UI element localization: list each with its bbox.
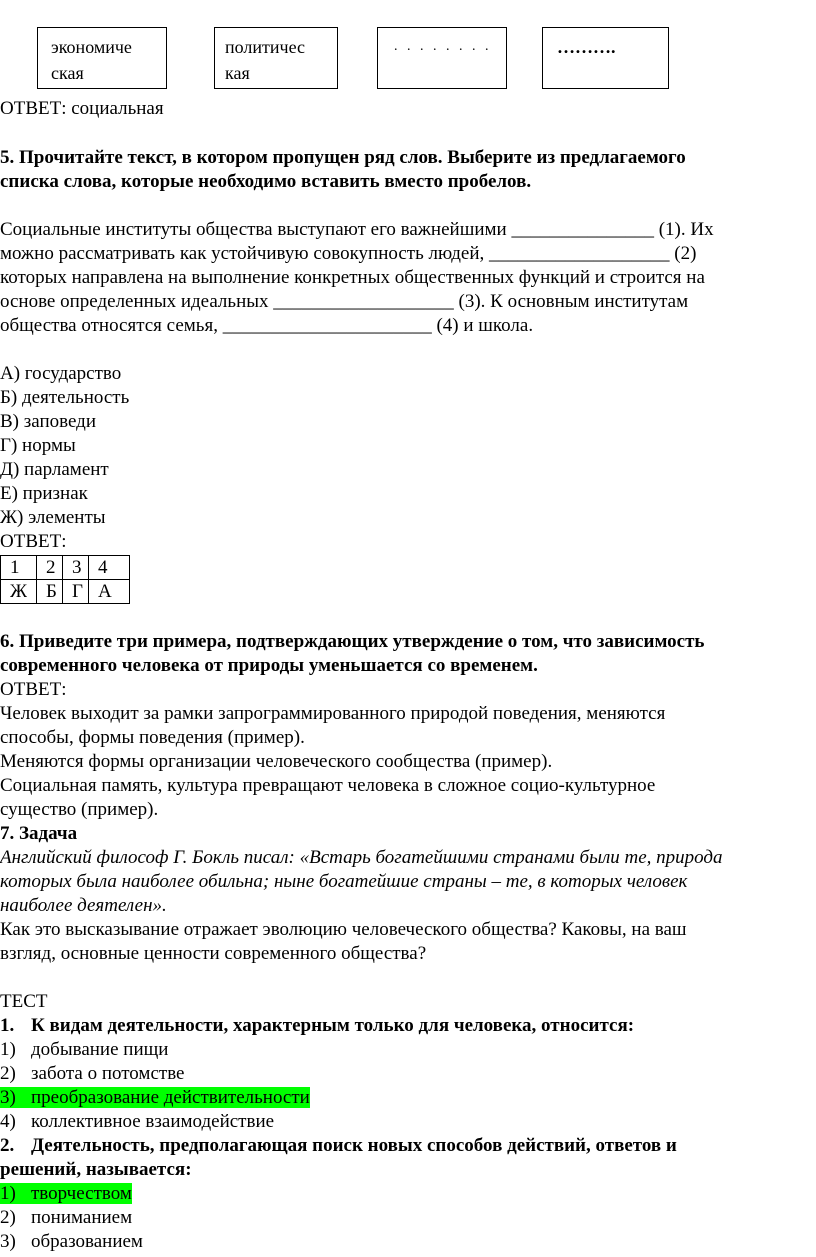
q5-answer-label: ОТВЕТ:: [0, 531, 67, 552]
q7-quote-line: наиболее деятелен».: [0, 895, 167, 916]
q5-text-line: можно рассматривать как устойчивую совокупность людей, ___________________ (2): [0, 243, 697, 264]
q7-question-line: взгляд, основные ценности современного общества?: [0, 943, 427, 964]
q6-title-line-1: 6. Приведите три примера, подтверждающих утверждение о том, что зависимость: [0, 631, 705, 652]
q5-option: Г) нормы: [0, 435, 76, 456]
q5-option: А) государство: [0, 363, 122, 384]
table-cell: Ж: [1, 580, 37, 604]
table-row: [1, 580, 130, 604]
q5-text-line: общества относятся семья, ______________________ (4) и школа.: [0, 315, 534, 336]
q6-answer-line: Меняются формы организации человеческого сообщества (пример).: [0, 751, 553, 772]
option-num: 3): [0, 1087, 16, 1108]
q5-text-line: которых направлена на выполнение конкретных общественных функций и строится на: [0, 267, 705, 288]
option-num: 3): [0, 1231, 16, 1252]
test-q1-option-correct: [0, 1086, 310, 1110]
q6-answer-line: Социальная память, культура превращают человека в сложное социо-культурное: [0, 775, 656, 796]
q5-option: Д) парламент: [0, 459, 109, 480]
option-num: 2): [0, 1207, 16, 1228]
test-q2-text: Деятельность, предполагающая поиск новых способов действий, ответов и: [31, 1135, 677, 1156]
answer-box-1: [37, 27, 167, 89]
test-q1-option: [0, 1038, 168, 1062]
q6-answer-line: способы, формы поведения (пример).: [0, 727, 305, 748]
test-q2-line-2: решений, называется:: [0, 1159, 192, 1180]
answer-4-text: ОТВЕТ: социальная: [0, 98, 164, 119]
table-cell: 1: [1, 556, 37, 580]
test-q2-option-correct: [0, 1182, 132, 1206]
test-q2-num: 2.: [0, 1135, 15, 1156]
test-q1-option: [0, 1110, 274, 1134]
answer-box-3: . . . . . . . .: [377, 27, 507, 89]
test-title: ТЕСТ: [0, 991, 48, 1012]
option-text: забота о потомстве: [31, 1063, 185, 1084]
q7-title: 7. Задача: [0, 823, 78, 844]
test-q1-text: К видам деятельности, характерным только для человека, относится:: [31, 1015, 635, 1036]
table-row: [1, 556, 130, 580]
table-cell: Г: [63, 580, 89, 604]
answer-box-2: [214, 27, 338, 89]
box-2-line-1: политичес: [225, 37, 305, 57]
option-text-highlighted: преобразование действительности: [31, 1087, 310, 1108]
option-text: коллективное взаимодействие: [31, 1111, 275, 1132]
test-q1-num: 1.: [0, 1015, 15, 1036]
q5-title-line-2: списка слова, которые необходимо вставить вместо пробелов.: [0, 171, 532, 192]
test-q2-option: [0, 1206, 132, 1230]
table-cell: 4: [89, 556, 130, 580]
answer-box-4: ……….: [542, 27, 669, 89]
q5-option: Е) признак: [0, 483, 88, 504]
q5-title-line-1: 5. Прочитайте текст, в котором пропущен ряд слов. Выберите из предлагаемого: [0, 147, 686, 168]
option-text: пониманием: [31, 1207, 133, 1228]
q5-answer-table: [0, 555, 130, 604]
test-q2-line-1: [0, 1134, 677, 1158]
q5-option: Ж) элементы: [0, 507, 106, 528]
q6-title-line-2: современного человека от природы уменьшается со временем.: [0, 655, 538, 676]
q5-option: Б) деятельность: [0, 387, 130, 408]
box-1-line-1: экономиче: [51, 37, 132, 57]
q7-quote-line: Английский философ Г. Бокль писал: «Встарь богатейшими странами были те, природа: [0, 847, 723, 868]
test-q2-option: [0, 1230, 143, 1254]
q6-answer-label: ОТВЕТ:: [0, 679, 67, 700]
box-2-line-2: кая: [225, 63, 250, 83]
option-num: 4): [0, 1111, 16, 1132]
option-text: образованием: [31, 1231, 143, 1252]
table-cell: 3: [63, 556, 89, 580]
table-cell: А: [89, 580, 130, 604]
option-num: 2): [0, 1063, 16, 1084]
q7-quote-line: которых была наиболее обильна; ныне богатейшие страны – те, в которых человек: [0, 871, 688, 892]
option-num: 1): [0, 1183, 16, 1204]
q6-answer-line: существо (пример).: [0, 799, 159, 820]
test-q1-option: [0, 1062, 184, 1086]
option-text-highlighted: творчеством: [31, 1183, 132, 1204]
q5-text-line: основе определенных идеальных ___________________ (3). К основным институтам: [0, 291, 689, 312]
test-q1: [0, 1014, 634, 1038]
table-cell: 2: [37, 556, 63, 580]
q6-answer-line: Человек выходит за рамки запрограммированного природой поведения, меняются: [0, 703, 666, 724]
box-1-line-2: ская: [51, 63, 84, 83]
q5-text-line: Социальные институты общества выступают его важнейшими _______________ (1). Их: [0, 219, 714, 240]
q5-option: В) заповеди: [0, 411, 96, 432]
option-text: добывание пищи: [31, 1039, 169, 1060]
option-num: 1): [0, 1039, 16, 1060]
table-cell: Б: [37, 580, 63, 604]
q7-question-line: Как это высказывание отражает эволюцию человеческого общества? Каковы, на ваш: [0, 919, 687, 940]
